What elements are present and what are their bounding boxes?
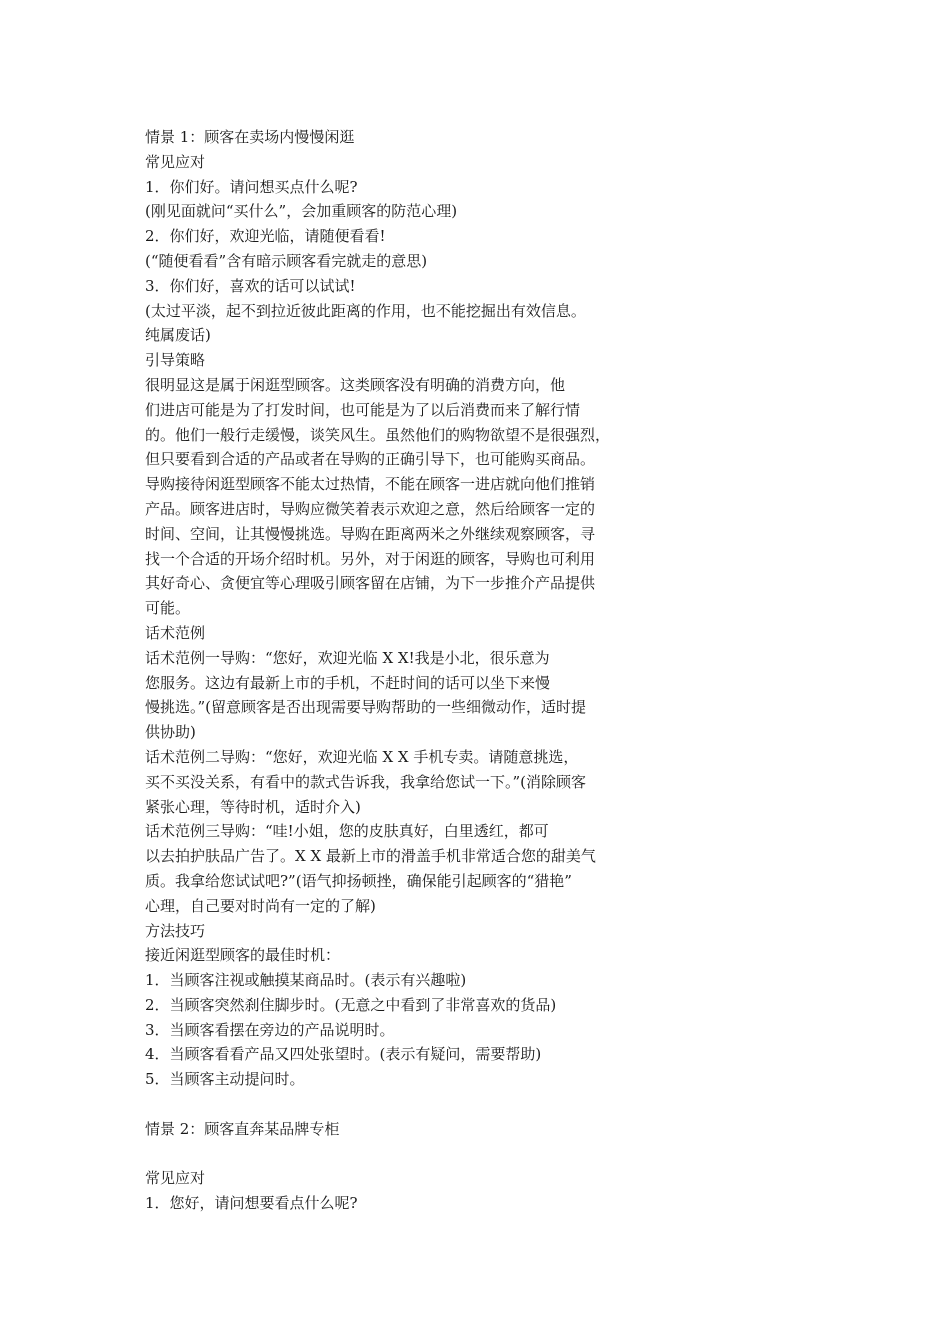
text-line: 时间、空间，让其慢慢挑选。导购在距离两米之外继续观察顾客，寻: [145, 524, 596, 543]
text-line: (“随便看看”含有暗示顾客看完就走的意思): [145, 251, 428, 270]
text-line: 方法技巧: [145, 921, 206, 940]
text-line: 1．当顾客注视或触摸某商品时。(表示有兴趣啦): [145, 971, 467, 990]
text-line: 紧张心理，等待时机，适时介入): [145, 797, 361, 816]
text-line: 其好奇心、贪便宜等心理吸引顾客留在店铺，为下一步推介产品提供: [145, 574, 596, 593]
text-line: 话术范例二导购：“您好，欢迎光临 X X 手机专卖。请随意挑选，: [145, 747, 579, 766]
text-line: 情景 1：顾客在卖场内慢慢闲逛: [145, 128, 355, 146]
text-line: 质。我拿给您试试吧?”(语气抑扬顿挫，确保能引起顾客的“猎艳”: [145, 871, 572, 890]
text-line: 话术范例: [145, 623, 206, 642]
text-line: 慢挑选。”(留意顾客是否出现需要导购帮助的一些细微动作，适时提: [145, 698, 587, 717]
text-line: 3．当顾客看摆在旁边的产品说明时。: [145, 1020, 395, 1039]
text-line: (太过平淡，起不到拉近彼此距离的作用，也不能挖掘出有效信息。: [145, 301, 586, 320]
text-line: 买不买没关系，有看中的款式告诉我，我拿给您试一下。”(消除顾客: [145, 772, 587, 791]
text-line: 心理，自己要对时尚有一定的了解): [145, 896, 376, 915]
text-line: 找一个合适的开场介绍时机。另外，对于闲逛的顾客，导购也可利用: [145, 549, 596, 568]
text-line: 常见应对: [145, 152, 206, 171]
text-line: 供协助): [145, 723, 196, 742]
text-line: 情景 2：顾客直奔某品牌专柜: [145, 1119, 340, 1138]
text-line: 可能。: [145, 599, 191, 618]
blank-line: [145, 1142, 665, 1167]
text-line: 1．您好，请问想要看点什么呢?: [145, 1194, 358, 1213]
text-line: 话术范例一导购：“您好，欢迎光临 X X!我是小北，很乐意为: [145, 648, 550, 667]
text-line: 4．当顾客看看产品又四处张望时。(表示有疑问，需要帮助): [145, 1045, 542, 1064]
text-line: 2．你们好，欢迎光临，请随便看看!: [145, 227, 386, 246]
text-line: 2．当顾客突然刹住脚步时。(无意之中看到了非常喜欢的货品): [145, 995, 557, 1014]
text-line: 的。他们一般行走缓慢，谈笑风生。虽然他们的购物欲望不是很强烈，: [145, 425, 611, 444]
text-line: (刚见面就问“买什么”，会加重顾客的防范心理): [145, 202, 458, 221]
document-body: [145, 125, 665, 1216]
text-line: 常见应对: [145, 1169, 206, 1188]
text-line: 话术范例三导购：“哇!小姐，您的皮肤真好，白里透红，都可: [145, 822, 549, 841]
text-line: 接近闲逛型顾客的最佳时机：: [145, 946, 341, 965]
text-line: 1．你们好。请问想买点什么呢?: [145, 177, 358, 196]
text-line: 们进店可能是为了打发时间，也可能是为了以后消费而来了解行情: [145, 400, 581, 419]
text-line: 很明显这是属于闲逛型顾客。这类顾客没有明确的消费方向，他: [145, 375, 566, 394]
blank-line: [145, 1092, 665, 1117]
text-line: 纯属废话): [145, 326, 211, 345]
text-line: 以去拍护肤品广告了。X X 最新上市的滑盖手机非常适合您的甜美气: [145, 847, 596, 866]
text-line: 3．你们好，喜欢的话可以试试!: [145, 276, 356, 295]
text-line: 产品。顾客进店时，导购应微笑着表示欢迎之意，然后给顾客一定的: [145, 499, 596, 518]
text-line: 引导策略: [145, 351, 206, 370]
text-line: 但只要看到合适的产品或者在导购的正确引导下，也可能购买商品。: [145, 450, 596, 469]
text-line: 5．当顾客主动提问时。: [145, 1070, 305, 1089]
text-line: 导购接待闲逛型顾客不能太过热情，不能在顾客一进店就向他们推销: [145, 475, 596, 494]
text-line: 您服务。这边有最新上市的手机，不赶时间的话可以坐下来慢: [145, 673, 551, 692]
